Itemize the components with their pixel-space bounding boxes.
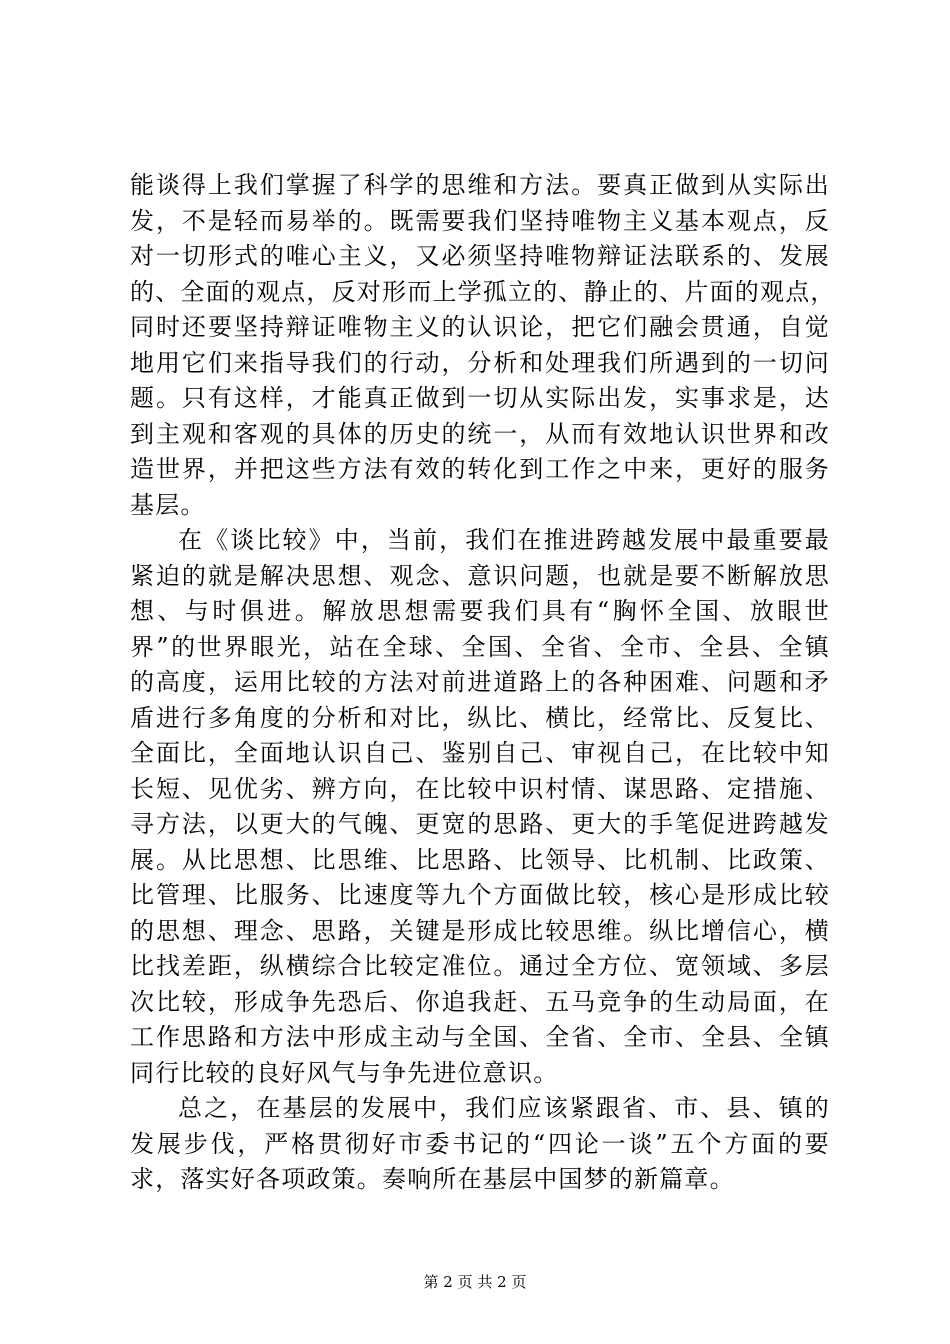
text-line: 的高度，运用比较的方法对前进道路上的各种困难、问题和矛	[130, 668, 830, 696]
page-number-footer: 第 2 页 共 2 页	[423, 1273, 527, 1291]
text-line: 紧迫的就是解决思想、观念、意识问题，也就是要不断解放思	[130, 561, 830, 590]
text-line: 界”的世界眼光，站在全球、全国、全省、全市、全县、全镇	[130, 632, 830, 661]
text-line: 发，不是轻而易举的。既需要我们坚持唯物主义基本观点，反	[130, 206, 830, 235]
text-line: 同行比较的良好风气与争先进位意识。	[130, 1058, 559, 1087]
text-line: 展。从比思想、比思维、比思路、比领导、比机制、比政策、	[130, 845, 830, 874]
text-line: 比管理、比服务、比速度等九个方面做比较，核心是形成比较	[130, 881, 830, 909]
text-line: 总之，在基层的发展中，我们应该紧跟省、市、县、镇的	[178, 1094, 830, 1122]
text-line: 基层。	[130, 490, 206, 519]
text-line: 题。只有这样，才能真正做到一切从实际出发，实事求是，达	[130, 384, 830, 412]
text-line: 发展步伐，严格贯彻好市委书记的“四论一谈”五个方面的要	[130, 1129, 830, 1158]
text-line: 到主观和客观的具体的历史的统一，从而有效地认识世界和改	[130, 419, 830, 448]
text-line: 求，落实好各项政策。奏响所在基层中国梦的新篇章。	[130, 1165, 735, 1193]
text-line: 寻方法，以更大的气魄、更宽的思路、更大的手笔促进跨越发	[130, 810, 830, 838]
text-line: 全面比，全面地认识自己、鉴别自己、审视自己，在比较中知	[130, 739, 830, 767]
text-line: 盾进行多角度的分析和对比，纵比、横比，经常比、反复比、	[130, 703, 830, 732]
text-line: 在《谈比较》中，当前，我们在推进跨越发展中最重要最	[178, 526, 830, 554]
text-line: 造世界，并把这些方法有效的转化到工作之中来，更好的服务	[130, 455, 830, 483]
document-body	[130, 168, 836, 1198]
text-line: 长短、见优劣、辨方向，在比较中识村情、谋思路、定措施、	[130, 774, 830, 803]
text-line: 工作思路和方法中形成主动与全国、全省、全市、全县、全镇	[130, 1023, 830, 1051]
text-line: 比找差距，纵横综合比较定准位。通过全方位、宽领域、多层	[130, 952, 830, 980]
text-line: 次比较，形成争先恐后、你追我赶、五马竞争的生动局面，在	[130, 987, 830, 1016]
text-line: 地用它们来指导我们的行动，分析和处理我们所遇到的一切问	[130, 348, 830, 377]
text-line: 同时还要坚持辩证唯物主义的认识论，把它们融会贯通，自觉	[130, 313, 830, 341]
text-line: 的思想、理念、思路，关键是形成比较思维。纵比增信心，横	[130, 916, 830, 945]
text-line: 对一切形式的唯心主义，又必须坚持唯物辩证法联系的、发展	[130, 242, 830, 270]
text-line: 的、全面的观点，反对形而上学孤立的、静止的、片面的观点，	[130, 277, 836, 306]
text-line: 能谈得上我们掌握了科学的思维和方法。要真正做到从实际出	[130, 171, 830, 199]
text-line: 想、与时俱进。解放思想需要我们具有“胸怀全国、放眼世	[130, 597, 830, 625]
